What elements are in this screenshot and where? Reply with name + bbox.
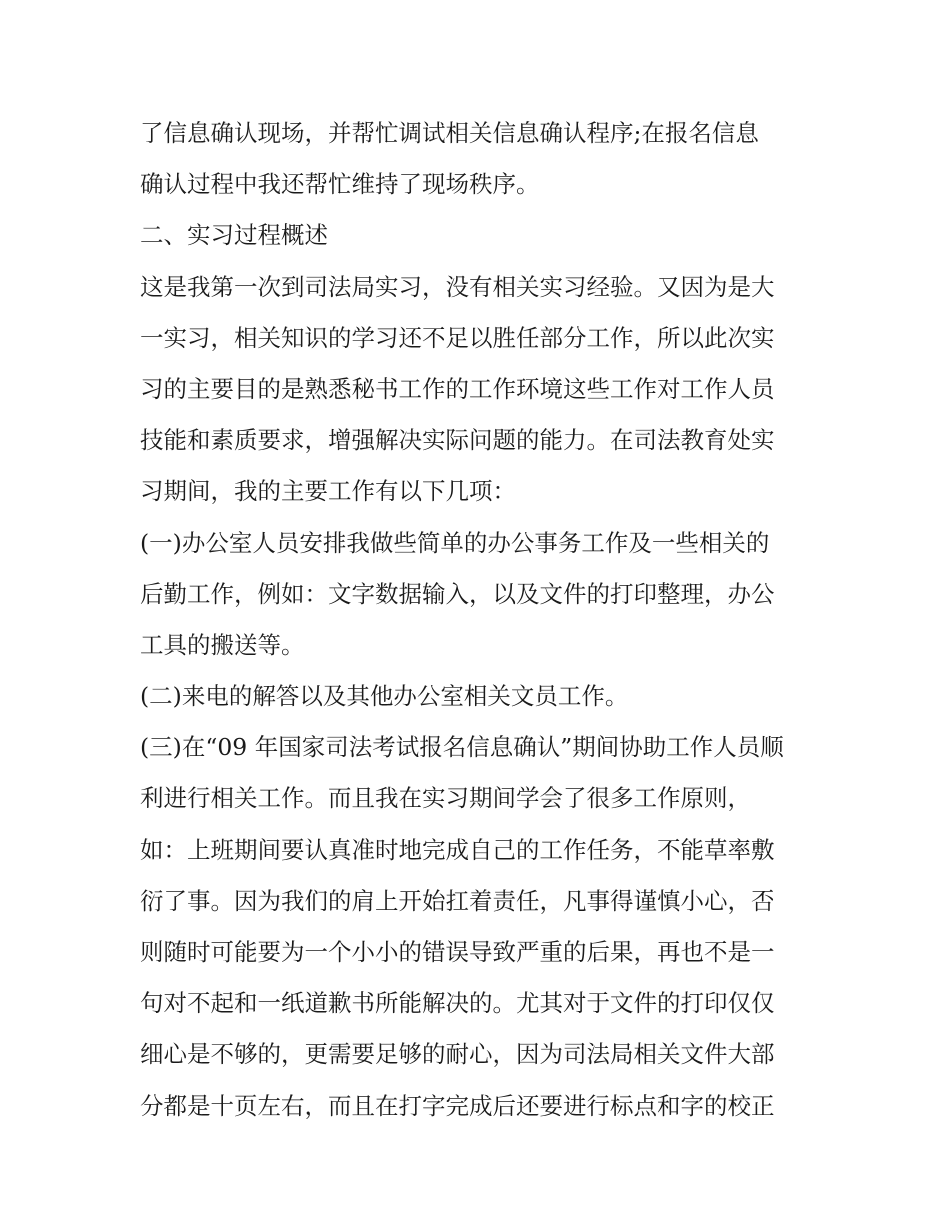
text-line: 这是我第一次到司法局实习，没有相关实习经验。又因为是大 [140,272,775,301]
text-line: 细心是不够的，更需要足够的耐心，因为司法局相关文件大部 [140,1040,775,1069]
text-line: 句对不起和一纸道歉书所能解决的。尤其对于文件的打印仅仅 [140,989,775,1018]
text-line: 利进行相关工作。而且我在实习期间学会了很多工作原则， [140,784,751,813]
text-line: (一)办公室人员安排我做些简单的办公事务工作及一些相关的 [140,528,770,557]
text-line: 了信息确认现场，并帮忙调试相关信息确认程序;在报名信息 [140,119,759,147]
text-line: (三)在“09 年国家司法考试报名信息确认”期间协助工作人员顺 [140,733,784,762]
text-line: 一实习，相关知识的学习还不足以胜任部分工作，所以此次实 [140,323,775,352]
text-line: 分都是十页左右，而且在打字完成后还要进行标点和字的校正 [140,1091,775,1120]
text-line: 习期间，我的主要工作有以下几项： [140,477,516,506]
text-line: 技能和素质要求，增强解决实际问题的能力。在司法教育处实 [140,426,775,455]
text-line: (二)来电的解答以及其他办公室相关文员工作。 [140,682,629,711]
section-heading: 二、实习过程概述 [140,221,328,250]
text-line: 确认过程中我还帮忙维持了现场秩序。 [140,170,540,199]
text-line: 如：上班期间要认真准时地完成自己的工作任务，不能草率敷 [140,835,775,864]
text-line: 衍了事。因为我们的肩上开始扛着责任，凡事得谨慎小心，否 [140,886,775,915]
text-line: 工具的搬送等。 [140,630,305,659]
text-line: 习的主要目的是熟悉秘书工作的工作环境这些工作对工作人员 [140,374,775,403]
text-line: 后勤工作，例如：文字数据输入，以及文件的打印整理，办公 [140,579,775,608]
body-text [140,108,820,1132]
text-line: 则随时可能要为一个小小的错误导致严重的后果，再也不是一 [140,938,775,966]
